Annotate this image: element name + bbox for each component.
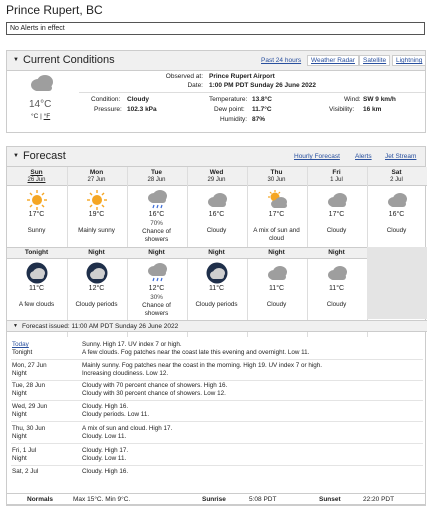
detail-day-label: Night <box>12 455 27 462</box>
day-high-temp: 17°C <box>28 211 45 218</box>
night-summary: Cloudy <box>266 301 287 308</box>
moon-cloud-icon <box>86 262 108 284</box>
day-name[interactable]: Sat <box>391 169 402 176</box>
moon-cloud-icon <box>26 262 48 284</box>
detail-day-label: Night <box>12 433 27 440</box>
night-summary: Cloudy <box>326 301 347 308</box>
sunset-value: 22:20 PDT <box>363 496 395 503</box>
pressure-value: 102.3 kPa <box>127 106 157 113</box>
past-24-hours-link[interactable]: Past 24 hours <box>261 57 302 64</box>
day-high-temp: 17°C <box>268 211 285 218</box>
detail-text: Cloudy. High 16. <box>82 403 129 410</box>
dewpoint-value: 11.7°C <box>252 106 272 113</box>
detail-text: A few clouds. Fog patches near the coast late this evening and overnight. Low 11. <box>82 349 310 356</box>
day-date: 30 Jun <box>267 177 286 183</box>
detail-text: Cloudy with 70 percent chance of showers. High 16. <box>82 382 228 389</box>
city-title: Prince Rupert, BC <box>6 3 103 17</box>
detail-text: Increasing cloudiness. Low 12. <box>82 370 169 377</box>
humidity-label: Humidity: <box>220 116 248 123</box>
day-summary: Cloudy <box>326 227 347 234</box>
observed-value: Prince Rupert Airport <box>209 73 275 80</box>
sun-cloud-icon <box>266 189 288 211</box>
day-name[interactable]: Fri <box>332 169 341 176</box>
fahrenheit-unit[interactable]: °F <box>43 113 51 120</box>
weather-radar-button[interactable]: Weather Radar <box>307 55 359 66</box>
day-summary: Cloudy <box>206 227 227 234</box>
cloud-icon <box>326 262 348 284</box>
forecast-header <box>7 147 425 167</box>
detail-day-label: Sat, 2 Jul <box>12 468 39 475</box>
detail-divider <box>11 380 423 381</box>
detail-day-label: Night <box>12 411 27 418</box>
sun-icon <box>86 189 108 211</box>
night-low-temp: 11°C <box>268 285 285 292</box>
current-title-text: Current Conditions <box>22 54 115 66</box>
day-summary: Sunny <box>27 227 46 234</box>
detail-day-label: Wed, 29 Jun <box>12 403 48 410</box>
night-name[interactable]: Night <box>148 249 165 256</box>
day-name[interactable]: Tue <box>150 169 163 176</box>
day-high-temp: 16°C <box>148 211 165 218</box>
detail-text: Mainly sunny. Fog patches near the coast in the morning. High 19. UV index 7 or high. <box>82 362 322 369</box>
day-high-temp: 17°C <box>328 211 345 218</box>
current-conditions-panel <box>6 50 426 133</box>
date-label: Date: <box>187 82 203 89</box>
day-name[interactable]: Thu <box>270 169 283 176</box>
forecast-issued-text: Forecast issued: 11:00 AM PDT Sunday 26 June 2022 <box>22 323 179 330</box>
detail-text: Cloudy. High 16. <box>82 468 129 475</box>
detail-day-label: Night <box>12 370 27 377</box>
detail-text: Sunny. High 17. UV index 7 or high. <box>82 341 182 348</box>
day-name[interactable]: Mon <box>89 169 104 176</box>
jet-stream-link[interactable]: Jet Stream <box>385 153 417 160</box>
night-name[interactable]: Tonight <box>24 249 49 256</box>
date-value: 1:00 PM PDT Sunday 26 June 2022 <box>209 82 316 89</box>
wind-label: Wind: <box>344 96 361 103</box>
detail-day-label: Night <box>12 390 27 397</box>
collapse-triangle-icon[interactable]: ▼ <box>13 153 19 159</box>
day-name[interactable]: Sun <box>30 169 43 176</box>
night-low-temp: 11°C <box>28 285 45 292</box>
temperature-label: Temperature: <box>209 96 248 103</box>
day-date: 1 Jul <box>330 177 343 183</box>
day-date: 26 Jun <box>27 177 46 183</box>
condition-label: Condition: <box>91 96 121 103</box>
night-summary: A few clouds <box>18 301 55 308</box>
detail-divider <box>11 359 423 360</box>
day-date: 2 Jul <box>390 177 403 183</box>
visibility-label: Visibility: <box>329 106 355 113</box>
humidity-value: 87% <box>252 116 266 123</box>
rain-cloud-icon <box>146 189 168 211</box>
alerts-banner[interactable]: No Alerts in effect <box>6 22 425 35</box>
cloud-icon <box>29 73 55 93</box>
observation-info <box>79 73 425 93</box>
detail-text: Cloudy. High 17. <box>82 447 129 454</box>
cloud-icon <box>326 189 348 211</box>
night-name[interactable]: Night <box>328 249 345 256</box>
condition-value: Cloudy <box>127 96 150 103</box>
day-high-temp: 16°C <box>208 211 225 218</box>
units-toggle[interactable]: °C | °F <box>31 113 51 120</box>
sunrise-value: 5:08 PDT <box>249 496 277 503</box>
expand-triangle-icon[interactable]: ▼ <box>13 323 18 329</box>
detail-day-label: Thu, 30 Jun <box>12 425 46 432</box>
temperature-value: 13.8°C <box>252 96 272 103</box>
detail-day-label[interactable]: Today <box>12 341 29 348</box>
satellite-button[interactable]: Satellite <box>359 55 390 66</box>
detail-text: Cloudy. Low 11. <box>82 433 127 440</box>
forecast-panel <box>6 146 426 506</box>
detail-day-label: Tue, 28 Jun <box>12 382 46 389</box>
day-summary: Cloudy <box>386 227 407 234</box>
detail-divider <box>11 421 423 422</box>
forecast-title[interactable] <box>13 150 66 162</box>
night-name[interactable]: Night <box>208 249 225 256</box>
night-summary: Chance of showers <box>142 302 171 317</box>
normals-value: Max 15°C. Min 9°C. <box>73 496 131 503</box>
forecast-issued-bar[interactable] <box>7 320 427 332</box>
moon-cloud-icon <box>206 262 228 284</box>
detail-text: Cloudy with 30 percent chance of showers. Low 12. <box>82 390 226 397</box>
detail-text: Cloudy. Low 11. <box>82 455 127 462</box>
night-pop: 30% <box>150 294 163 301</box>
sun-icon <box>26 189 48 211</box>
night-name[interactable]: Night <box>88 249 105 256</box>
empty-night-cell <box>367 247 427 319</box>
cloud-icon <box>266 262 288 284</box>
day-summary: A mix of sun and cloud <box>253 227 300 242</box>
detail-day-label: Tonight <box>12 349 33 356</box>
day-name[interactable]: Wed <box>209 169 224 176</box>
night-low-temp: 11°C <box>208 285 225 292</box>
current-conditions-header <box>7 51 425 71</box>
celsius-unit[interactable]: °C <box>31 113 39 120</box>
forecast-title-text: Forecast <box>22 150 66 162</box>
alerts-link[interactable]: Alerts <box>355 153 372 160</box>
night-low-temp: 12°C <box>88 285 105 292</box>
dewpoint-label: Dew point: <box>214 106 245 113</box>
day-high-temp: 19°C <box>88 211 105 218</box>
sunset-label: Sunset <box>319 496 341 503</box>
pressure-label: Pressure: <box>94 106 122 113</box>
detail-divider <box>11 400 423 401</box>
lightning-button[interactable]: Lightning <box>392 55 426 66</box>
hourly-forecast-link[interactable]: Hourly Forecast <box>294 153 340 160</box>
day-pop: 70% <box>150 220 163 227</box>
detail-day-label: Fri, 1 Jul <box>12 447 37 454</box>
normals-label: Normals <box>27 496 54 503</box>
cloud-icon <box>386 189 408 211</box>
night-name[interactable]: Night <box>268 249 285 256</box>
cloud-icon <box>206 189 228 211</box>
night-low-temp: 11°C <box>328 285 345 292</box>
collapse-triangle-icon[interactable]: ▼ <box>13 57 19 63</box>
detail-text: A mix of sun and cloud. High 17. <box>82 425 173 432</box>
detail-day-label: Mon, 27 Jun <box>12 362 47 369</box>
night-summary: Cloudy periods <box>75 301 118 308</box>
current-temperature: 14°C <box>29 99 52 110</box>
detail-text: Cloudy periods. Low 11. <box>82 411 150 418</box>
day-date: 29 Jun <box>207 177 226 183</box>
wind-value: SW 9 km/h <box>363 96 396 103</box>
observed-label: Observed at: <box>165 73 203 80</box>
detail-divider <box>11 465 423 466</box>
visibility-value: 16 km <box>363 106 382 113</box>
detail-divider <box>11 443 423 444</box>
sunrise-label: Sunrise <box>202 496 226 503</box>
day-summary: Chance of showers <box>142 228 171 243</box>
current-conditions-title[interactable] <box>13 54 115 66</box>
day-date: 27 Jun <box>87 177 106 183</box>
day-date: 28 Jun <box>147 177 166 183</box>
night-summary: Cloudy periods <box>195 301 238 308</box>
day-high-temp: 16°C <box>388 211 405 218</box>
night-low-temp: 12°C <box>148 285 165 292</box>
day-summary: Mainly sunny <box>78 227 115 234</box>
rain-cloud-icon <box>146 262 168 284</box>
normals-bar <box>6 493 426 505</box>
